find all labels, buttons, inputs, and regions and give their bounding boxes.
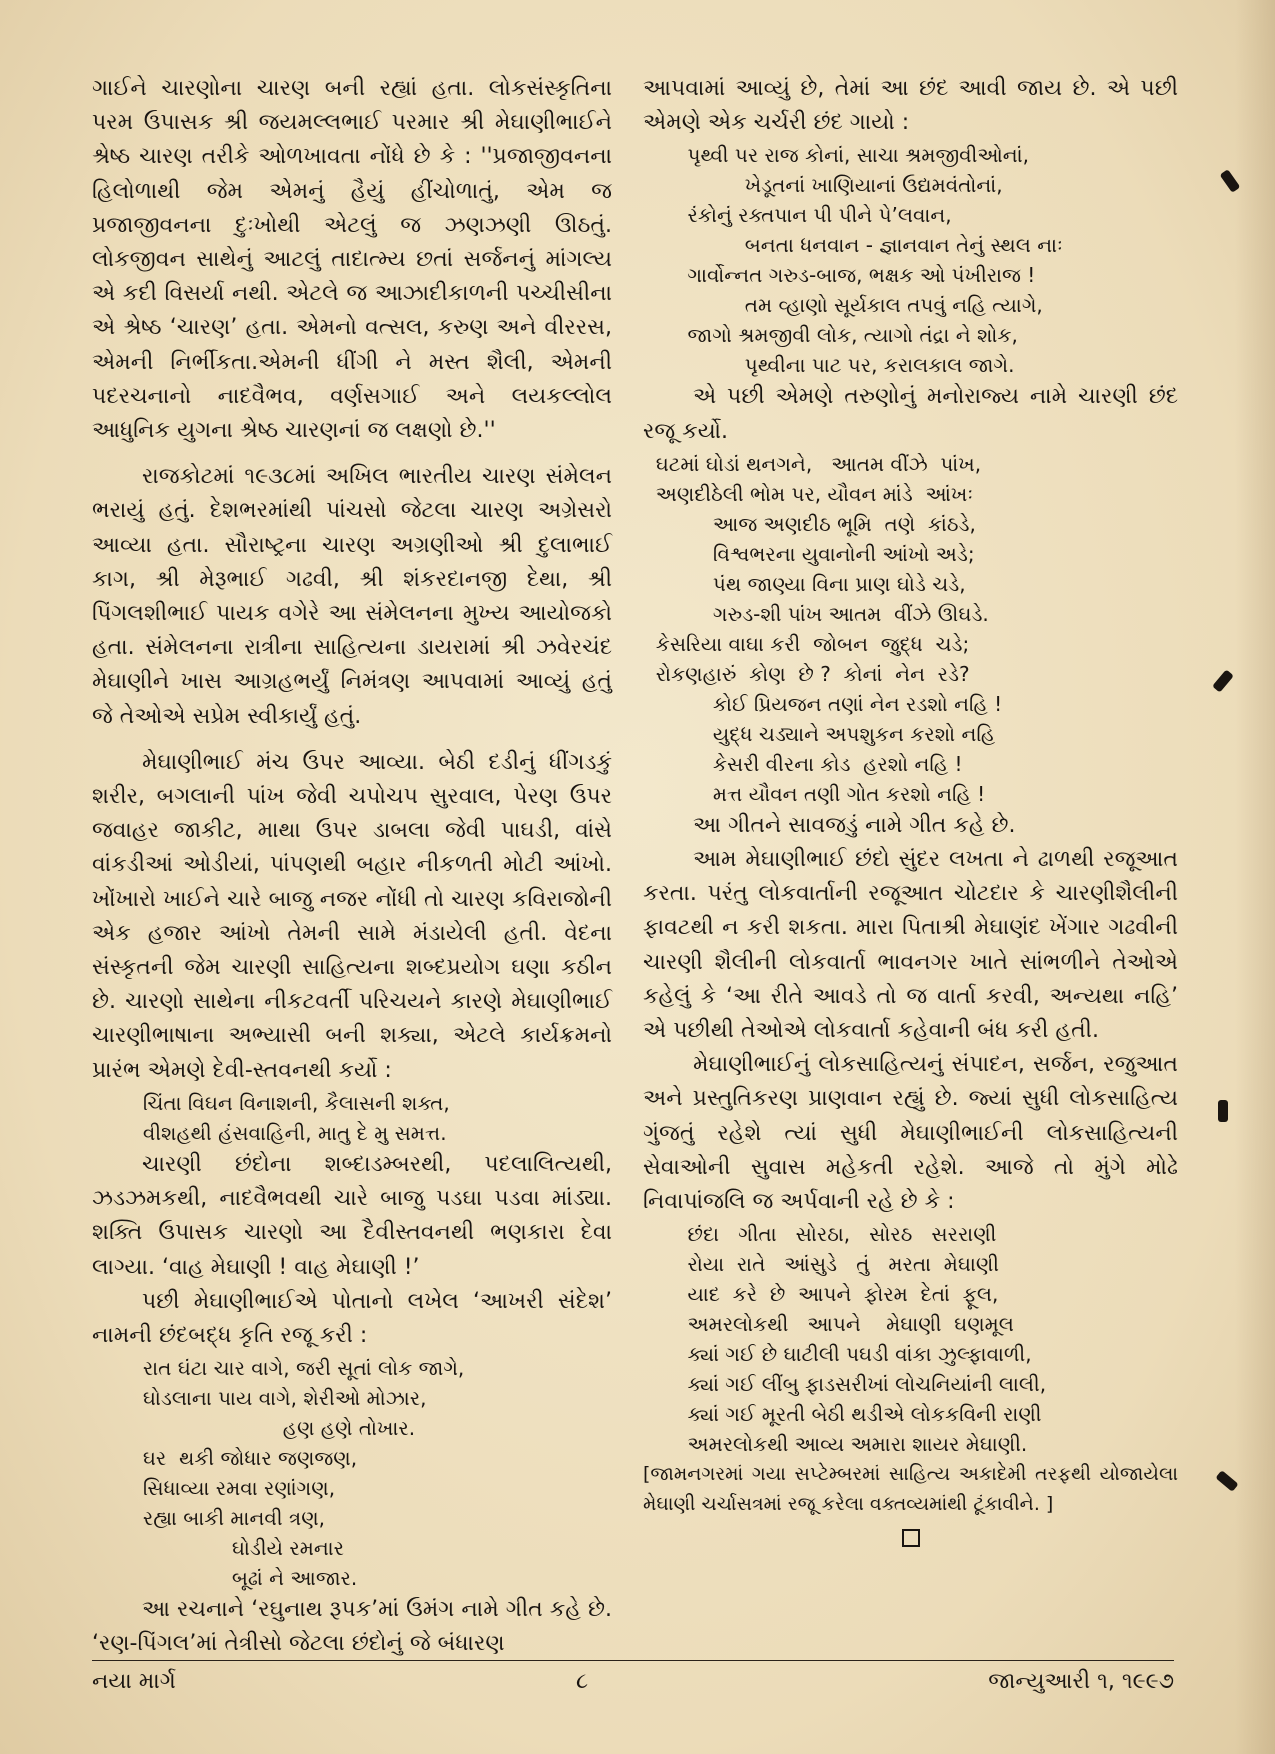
- poem-line: ગાર્વોન્નત ગરુડ-બાજ, ભક્ષક ઓ પંખીરાજ !: [643, 263, 1036, 288]
- poem-line: યાદ કરે છે આપને ફોરમ દેતાં ફૂલ,: [643, 1282, 999, 1307]
- magazine-name: નયા માર્ગ: [92, 1669, 176, 1694]
- paragraph: આપવામાં આવ્યું છે, તેમાં આ છંદ આવી જાય છે. એ પછી એમણે એક ચર્ચરી છંદ ગાયો :: [643, 76, 1178, 136]
- poem-stanza: [643, 1219, 1178, 1459]
- poem-line: યુદ્ધ ચડ્યાને અપશુકન કરશો નહિ: [643, 721, 996, 746]
- poem-stanza: [643, 140, 1178, 380]
- poem-stanza: [92, 1088, 612, 1148]
- poem-line: ક્યાં ગઈ મૂરતી બેઠી થડીએ લોકકવિની રાણી: [643, 1402, 1042, 1427]
- poem-line: ચિંતા વિઘન વિનાશની, કૈલાસની શક્ત,: [92, 1090, 450, 1115]
- poem-line: હણ હણે તોખાર.: [92, 1416, 416, 1441]
- source-note: [જામનગરમાં ગયા સપ્ટેમ્બરમાં સાહિત્ય અકાદેમી તરફથી યોજાયેલા મેઘાણી ચર્ચાસત્રમાં રજૂ કરેલા વક્તવ્યમાંથી ટૂંકાવીને. ]: [643, 1463, 1178, 1516]
- paragraph: રાજકોટમાં ૧૯૩૮માં અખિલ ભારતીય ચારણ સંમેલન ભરાયું હતું. દેશભરમાંથી પાંચસો જેટલા ચારણ અગ્રેસરો આવ્યા હતા. સૌરાષ્ટ્રના ચારણ અગ્રણીઓ શ્રી દુલાભાઈ કાગ, શ્રી મેરૂભાઈ ગઢવી, શ્રી શંકરદાનજી દેથા, શ્રી પિંગલશીભાઈ પાયક વગેરે આ સંમેલનના મુખ્ય આયોજકો હતા. સંમેલનના રાત્રીના સાહિત્યના ડાયરામાં શ્રી ઝવેરચંદ મેઘાણીને ખાસ આગ્રહભર્યું નિમંત્રણ આપવામાં આવ્યું હતું જે તેઓએ સપ્રેમ સ્વીકાર્યું હતું.: [92, 464, 612, 729]
- right-column: [643, 72, 1178, 1547]
- poem-line: ઘોડીયે રમનાર: [92, 1536, 344, 1561]
- poem-line: રાત ઘંટા ચાર વાગે, જરી સૂતાં લોક જાગે,: [92, 1356, 465, 1381]
- poem-line: ક્યાં ગઈ છે ઘાટીલી પઘડી વાંકા ઝુલ્ફાવાળી,: [643, 1342, 1032, 1367]
- poem-line: રંકોનું રક્તપાન પી પીને પે’લવાન,: [643, 203, 952, 228]
- poem-line: છંદા ગીતા સોરઠા, સોરઠ સરરાણી: [643, 1222, 997, 1247]
- page-edge-shadow: [1235, 0, 1275, 1754]
- end-mark-icon: [902, 1529, 920, 1547]
- issue-date: જાન્યુઆરી ૧, ૧૯૯૭: [988, 1669, 1174, 1694]
- poem-line: સિધાવ્યા રમવા રણાંગણ,: [92, 1476, 336, 1501]
- poem-line: ક્યાં ગઈ લીંબુ ફાડસરીખાં લોચનિયાંની લાલી,: [643, 1372, 1047, 1397]
- poem-line: કેસરી વીરના કોડ હરશો નહિ !: [643, 751, 963, 776]
- paragraph: મેઘાણીભાઈ મંચ ઉપર આવ્યા. બેઠી દડીનું ધીંગડકું શરીર, બગલાની પાંખ જેવી ચપોચપ સુરવાલ, પેરણ ઉપર જવાહર જાકીટ, માથા ઉપર ડાબલા જેવી પાઘડી, વાંસે વાંકડીઆં ઓડીયાં, પાંપણથી બહાર નીકળતી મોટી આંખો. ખોંખારો ખાઈને ચારે બાજુ નજર નોંધી તો ચારણ કવિરાજોની એક હજાર આંખો તેમની સામે મંડાયેલી હતી. વેદના સંસ્કૃતની જેમ ચારણી સાહિત્યના શબ્દપ્રયોગ ઘણા કઠીન છે. ચારણો સાથેના નીકટવર્તી પરિચયને કારણે મેઘાણીભાઈ ચારણીભાષાના અભ્યાસી બની શક્યા, એટલે કાર્યક્રમનો પ્રારંભ એમણે દેવી-સ્તવનથી કર્યો :: [92, 749, 612, 1083]
- binding-mark-icon: [1212, 669, 1234, 692]
- binding-mark-icon: [1218, 1100, 1228, 1122]
- left-column: [92, 72, 612, 1662]
- paragraph: મેઘાણીભાઈનું લોકસાહિત્યનું સંપાદન, સર્જન, રજુઆત અને પ્રસ્તુતિકરણ પ્રાણવાન રહ્યું છે. જ્યાં સુધી લોકસાહિત્ય ગુંજતું રહેશે ત્યાં સુધી મેઘાણીભાઈની લોકસાહિત્યની સેવાઓની સુવાસ મહેકતી રહેશે. આજે તો મુંગે મોઢે નિવાપાંજલિ જ અર્પવાની રહે છે કે :: [643, 1052, 1178, 1215]
- poem-line: જાગો શ્રમજીવી લોક, ત્યાગો તંદ્રા ને શોક,: [643, 323, 1018, 348]
- paragraph: આ ગીતને સાવજડું નામે ગીત કહે છે.: [693, 812, 1016, 838]
- poem-line: ખેડૂતનાં ખાણિયાનાં ઉદ્યમવંતોનાં,: [643, 173, 1003, 198]
- poem-stanza: [92, 1353, 612, 1593]
- poem-line: રહ્યા બાકી માનવી ત્રણ,: [92, 1506, 325, 1531]
- paragraph: આમ મેઘાણીભાઈ છંદો સુંદર લખતા ને ઢાળથી રજૂઆત કરતા. પરંતુ લોકવાર્તાની રજૂઆત ચોટદાર કે ચારણીશૈલીની ફાવટથી ન કરી શકતા. મારા પિતાશ્રી મેઘાણંદ ખેંગાર ગઢવીની ચારણી શૈલીની લોકવાર્તા ભાવનગર ખાતે સાંભળીને તેઓએ કહેલું કે ‘આ રીતે આવડે તો જ વાર્તા કરવી, અન્યથા નહિ’ એ પછીથી તેઓએ લોકવાર્તા કહેવાની બંધ કરી હતી.: [643, 847, 1178, 1044]
- page-footer: [92, 1660, 1174, 1694]
- poem-line: મત્ત યૌવન તણી ગોત કરશો નહિ !: [643, 781, 986, 806]
- poem-line: બૂઢાં ને આજાર.: [92, 1566, 358, 1591]
- poem-line: ઘર થકી જોધાર જણજણ,: [92, 1446, 358, 1471]
- poem-line: કોઈ પ્રિયજન તણાં નેન રડશો નહિ !: [643, 691, 1003, 716]
- paragraph: ચારણી છંદોના શબ્દાડમ્બરથી, પદલાલિત્યથી, ઝડઝમકથી, નાદવૈભવથી ચારે બાજુ પડઘા પડવા માંડ્યા. શક્તિ ઉપાસક ચારણો આ દૈવીસ્તવનથી ભણકારા દેવા લાગ્યા. ‘વાહ મેઘાણી ! વાહ મેઘાણી !’: [92, 1151, 612, 1280]
- poem-line: કેસરિયા વાઘા કરી જોબન જુદ્ધ ચડે;: [643, 631, 970, 656]
- poem-line: પંથ જાણ્યા વિના પ્રાણ ઘોડે ચડે,: [643, 571, 966, 596]
- paragraph: પછી મેઘાણીભાઈએ પોતાનો લખેલ ‘આખરી સંદેશ’ નામની છંદબદ્ધ કૃતિ રજૂ કરી :: [92, 1288, 612, 1348]
- poem-line: અણદીઠેલી ભોમ પર, યૌવન માંડે આંખઃ: [643, 481, 974, 506]
- poem-line: અમરલોકથી આપને મેઘાણી ઘણમૂલ: [643, 1312, 1014, 1337]
- poem-line: વિશ્વભરના યુવાનોની આંખો અડે;: [643, 541, 975, 566]
- page-number: ૮: [575, 1669, 589, 1694]
- poem-line: બનતા ધનવાન - જ્ઞાનવાન તેનું સ્થલ નાઃ: [643, 233, 1063, 258]
- poem-line: તમ વ્હાણો સૂર્યકાલ તપવું નહિ ત્યાગે,: [643, 293, 1043, 318]
- poem-line: રોકણહારું કોણ છે ? કોનાં નેન રડે?: [643, 661, 970, 686]
- poem-line: વીશહથી હંસવાહિની, માતુ દે મુ સમત્ત.: [92, 1120, 447, 1145]
- paragraph: ગાઈને ચારણોના ચારણ બની રહ્યાં હતા. લોકસંસ્કૃતિના પરમ ઉપાસક શ્રી જયમલ્લભાઈ પરમાર શ્રી મેઘાણીભાઈને શ્રેષ્ઠ ચારણ તરીકે ઓળખાવતા નોંધે છે કે : ''પ્રજાજીવનના હિલોળાથી જેમ એમનું હૈયું હીંચોળાતું, એમ જ પ્રજાજીવનના દુઃખોથી એટલું જ ઝણઝણી ઊઠતું. લોકજીવન સાથેનું આટલું તાદાત્મ્ય છતાં સર્જનનું માંગલ્ય એ કદી વિસર્યા નથી. એટલે જ આઝાદીકાળની પચ્ચીસીના એ શ્રેષ્ઠ ‘ચારણ’ હતા. એમનો વત્સલ, કરુણ અને વીરરસ, એમની નિર્ભીકતા.એમની ધીંગી ને મસ્ત શૈલી, એમની પદરચનાનો નાદવૈભવ, વર્ણસગાઈ અને લયકલ્લોલ આધુનિક યુગના શ્રેષ્ઠ ચારણનાં જ લક્ષણો છે.'': [92, 76, 612, 444]
- poem-line: પૃથ્વી પર રાજ કોનાં, સાચા શ્રમજીવીઓનાં,: [643, 143, 1029, 168]
- paragraph: એ પછી એમણે તરુણોનું મનોરાજ્ય નામે ચારણી છંદ રજૂ કર્યો.: [643, 384, 1178, 444]
- poem-line: અમરલોકથી આવ્ય અમારા શાયર મેઘાણી.: [643, 1432, 1028, 1457]
- poem-line: પૃથ્વીના પાટ પર, કરાલકાલ જાગે.: [643, 353, 1015, 378]
- poem-line: આજ અણદીઠ ભૂમિ તણે કાંઠડે,: [643, 511, 976, 536]
- poem-line: ગરુડ-શી પાંખ આતમ વીંઝે ઊઘડે.: [643, 601, 989, 626]
- poem-line: ઘટમાં ઘોડાં થનગને, આતમ વીંઝે પાંખ,: [643, 451, 982, 476]
- poem-line: ઘોડલાના પાય વાગે, શેરીઓ મોઝાર,: [92, 1386, 427, 1411]
- poem-line: રોયા રાતે આંસુડે તું મરતા મેઘાણી: [643, 1252, 1000, 1277]
- poem-stanza: [643, 449, 1178, 809]
- paragraph: આ રચનાને ‘રઘુનાથ રૂપક’માં ઉમંગ નામે ગીત કહે છે. ‘રણ-પિંગલ’માં તેત્રીસો જેટલા છંદોનું જે બંધારણ: [92, 1597, 612, 1657]
